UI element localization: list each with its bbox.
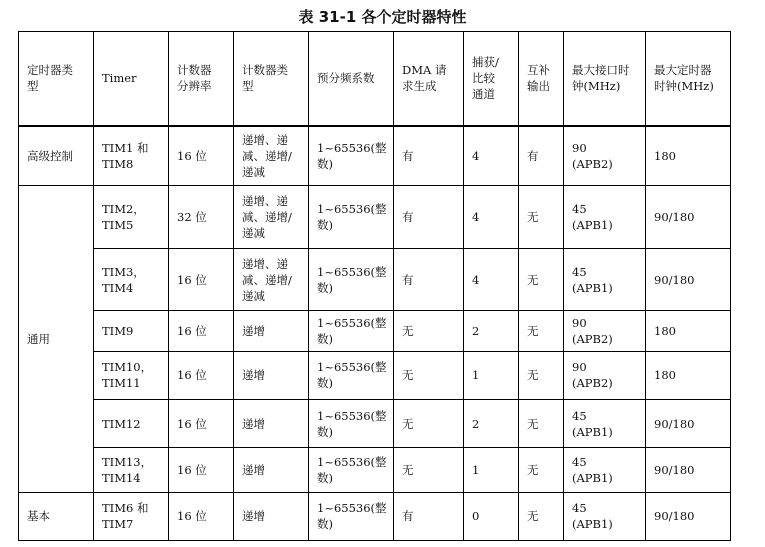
group-cell-advanced: 高级控制 xyxy=(19,126,94,186)
cell-channels: 4 xyxy=(464,126,519,186)
header-timer: Timer xyxy=(94,32,169,126)
table-row xyxy=(19,311,731,351)
cell-complementary: 无 xyxy=(519,399,564,447)
cell-counter-type: 递增、递 减、递增/ 递减 xyxy=(234,186,309,248)
cell-channels: 1 xyxy=(464,351,519,399)
cell-channels: 4 xyxy=(464,248,519,310)
cell-resolution: 16 位 xyxy=(169,399,234,447)
cell-counter-type: 递增 xyxy=(234,492,309,540)
table-row xyxy=(19,448,731,492)
cell-dma: 无 xyxy=(394,448,464,492)
header-max-interface-clock: 最大接口时 钟(MHz) xyxy=(564,32,646,126)
cell-prescaler: 1~65536(整 数) xyxy=(309,126,394,186)
cell-interface-clock: 45 (APB1) xyxy=(564,186,646,248)
header-dma-request: DMA 请 求生成 xyxy=(394,32,464,126)
cell-timer-clock: 90/180 xyxy=(646,248,731,310)
cell-timer: TIM6 和 TIM7 xyxy=(94,492,169,540)
cell-resolution: 16 位 xyxy=(169,311,234,351)
cell-timer: TIM3， TIM4 xyxy=(94,248,169,310)
header-counter-type: 计数器类 型 xyxy=(234,32,309,126)
table-row xyxy=(19,186,731,248)
table-title: 表 31-1 各个定时器特性 xyxy=(298,8,467,26)
header-prescaler: 预分频系数 xyxy=(309,32,394,126)
cell-timer: TIM9 xyxy=(94,311,169,351)
cell-channels: 0 xyxy=(464,492,519,540)
cell-counter-type: 递增 xyxy=(234,351,309,399)
cell-prescaler: 1~65536(整 数) xyxy=(309,186,394,248)
cell-timer-clock: 180 xyxy=(646,311,731,351)
header-complementary-output: 互补 输出 xyxy=(519,32,564,126)
table-row xyxy=(19,492,731,540)
cell-resolution: 16 位 xyxy=(169,126,234,186)
cell-counter-type: 递增、递 减、递增/ 递减 xyxy=(234,248,309,310)
cell-interface-clock: 90 (APB2) xyxy=(564,351,646,399)
table-row xyxy=(19,248,731,310)
timer-spec-table xyxy=(18,31,731,541)
cell-timer-clock: 180 xyxy=(646,126,731,186)
cell-complementary: 无 xyxy=(519,492,564,540)
cell-prescaler: 1~65536(整 数) xyxy=(309,311,394,351)
cell-resolution: 16 位 xyxy=(169,248,234,310)
cell-dma: 无 xyxy=(394,351,464,399)
cell-dma: 有 xyxy=(394,492,464,540)
cell-channels: 2 xyxy=(464,311,519,351)
cell-counter-type: 递增 xyxy=(234,448,309,492)
cell-complementary: 无 xyxy=(519,448,564,492)
group-cell-general: 通用 xyxy=(19,186,94,492)
cell-timer: TIM12 xyxy=(94,399,169,447)
cell-channels: 4 xyxy=(464,186,519,248)
header-row xyxy=(19,32,731,126)
cell-interface-clock: 90 (APB2) xyxy=(564,311,646,351)
cell-complementary: 无 xyxy=(519,248,564,310)
cell-prescaler: 1~65536(整 数) xyxy=(309,399,394,447)
cell-timer: TIM10， TIM11 xyxy=(94,351,169,399)
cell-interface-clock: 90 (APB2) xyxy=(564,126,646,186)
cell-counter-type: 递增 xyxy=(234,311,309,351)
cell-channels: 2 xyxy=(464,399,519,447)
cell-resolution: 16 位 xyxy=(169,492,234,540)
cell-timer: TIM13， TIM14 xyxy=(94,448,169,492)
cell-complementary: 有 xyxy=(519,126,564,186)
cell-dma: 有 xyxy=(394,248,464,310)
cell-prescaler: 1~65536(整 数) xyxy=(309,248,394,310)
header-timer-type: 定时器类 型 xyxy=(19,32,94,126)
cell-resolution: 16 位 xyxy=(169,351,234,399)
cell-counter-type: 递增 xyxy=(234,399,309,447)
cell-dma: 有 xyxy=(394,126,464,186)
group-cell-basic: 基本 xyxy=(19,492,94,540)
table-row xyxy=(19,351,731,399)
cell-timer: TIM1 和 TIM8 xyxy=(94,126,169,186)
cell-prescaler: 1~65536(整 数) xyxy=(309,351,394,399)
header-max-timer-clock: 最大定时器 时钟(MHz) xyxy=(646,32,731,126)
cell-complementary: 无 xyxy=(519,186,564,248)
cell-interface-clock: 45 (APB1) xyxy=(564,248,646,310)
cell-counter-type: 递增、递 减、递增/ 递减 xyxy=(234,126,309,186)
cell-timer: TIM2， TIM5 xyxy=(94,186,169,248)
cell-dma: 无 xyxy=(394,399,464,447)
cell-channels: 1 xyxy=(464,448,519,492)
cell-interface-clock: 45 (APB1) xyxy=(564,399,646,447)
table-row xyxy=(19,126,731,186)
header-capture-compare-channels: 捕获/ 比较 通道 xyxy=(464,32,519,126)
cell-timer-clock: 90/180 xyxy=(646,448,731,492)
header-counter-resolution: 计数器 分辨率 xyxy=(169,32,234,126)
cell-timer-clock: 180 xyxy=(646,351,731,399)
cell-interface-clock: 45 (APB1) xyxy=(564,492,646,540)
cell-complementary: 无 xyxy=(519,311,564,351)
cell-prescaler: 1~65536(整 数) xyxy=(309,448,394,492)
cell-dma: 有 xyxy=(394,186,464,248)
cell-prescaler: 1~65536(整 数) xyxy=(309,492,394,540)
cell-timer-clock: 90/180 xyxy=(646,399,731,447)
cell-timer-clock: 90/180 xyxy=(646,492,731,540)
cell-dma: 无 xyxy=(394,311,464,351)
cell-timer-clock: 90/180 xyxy=(646,186,731,248)
cell-resolution: 16 位 xyxy=(169,448,234,492)
cell-resolution: 32 位 xyxy=(169,186,234,248)
table-row xyxy=(19,399,731,447)
cell-interface-clock: 45 (APB1) xyxy=(564,448,646,492)
cell-complementary: 无 xyxy=(519,351,564,399)
